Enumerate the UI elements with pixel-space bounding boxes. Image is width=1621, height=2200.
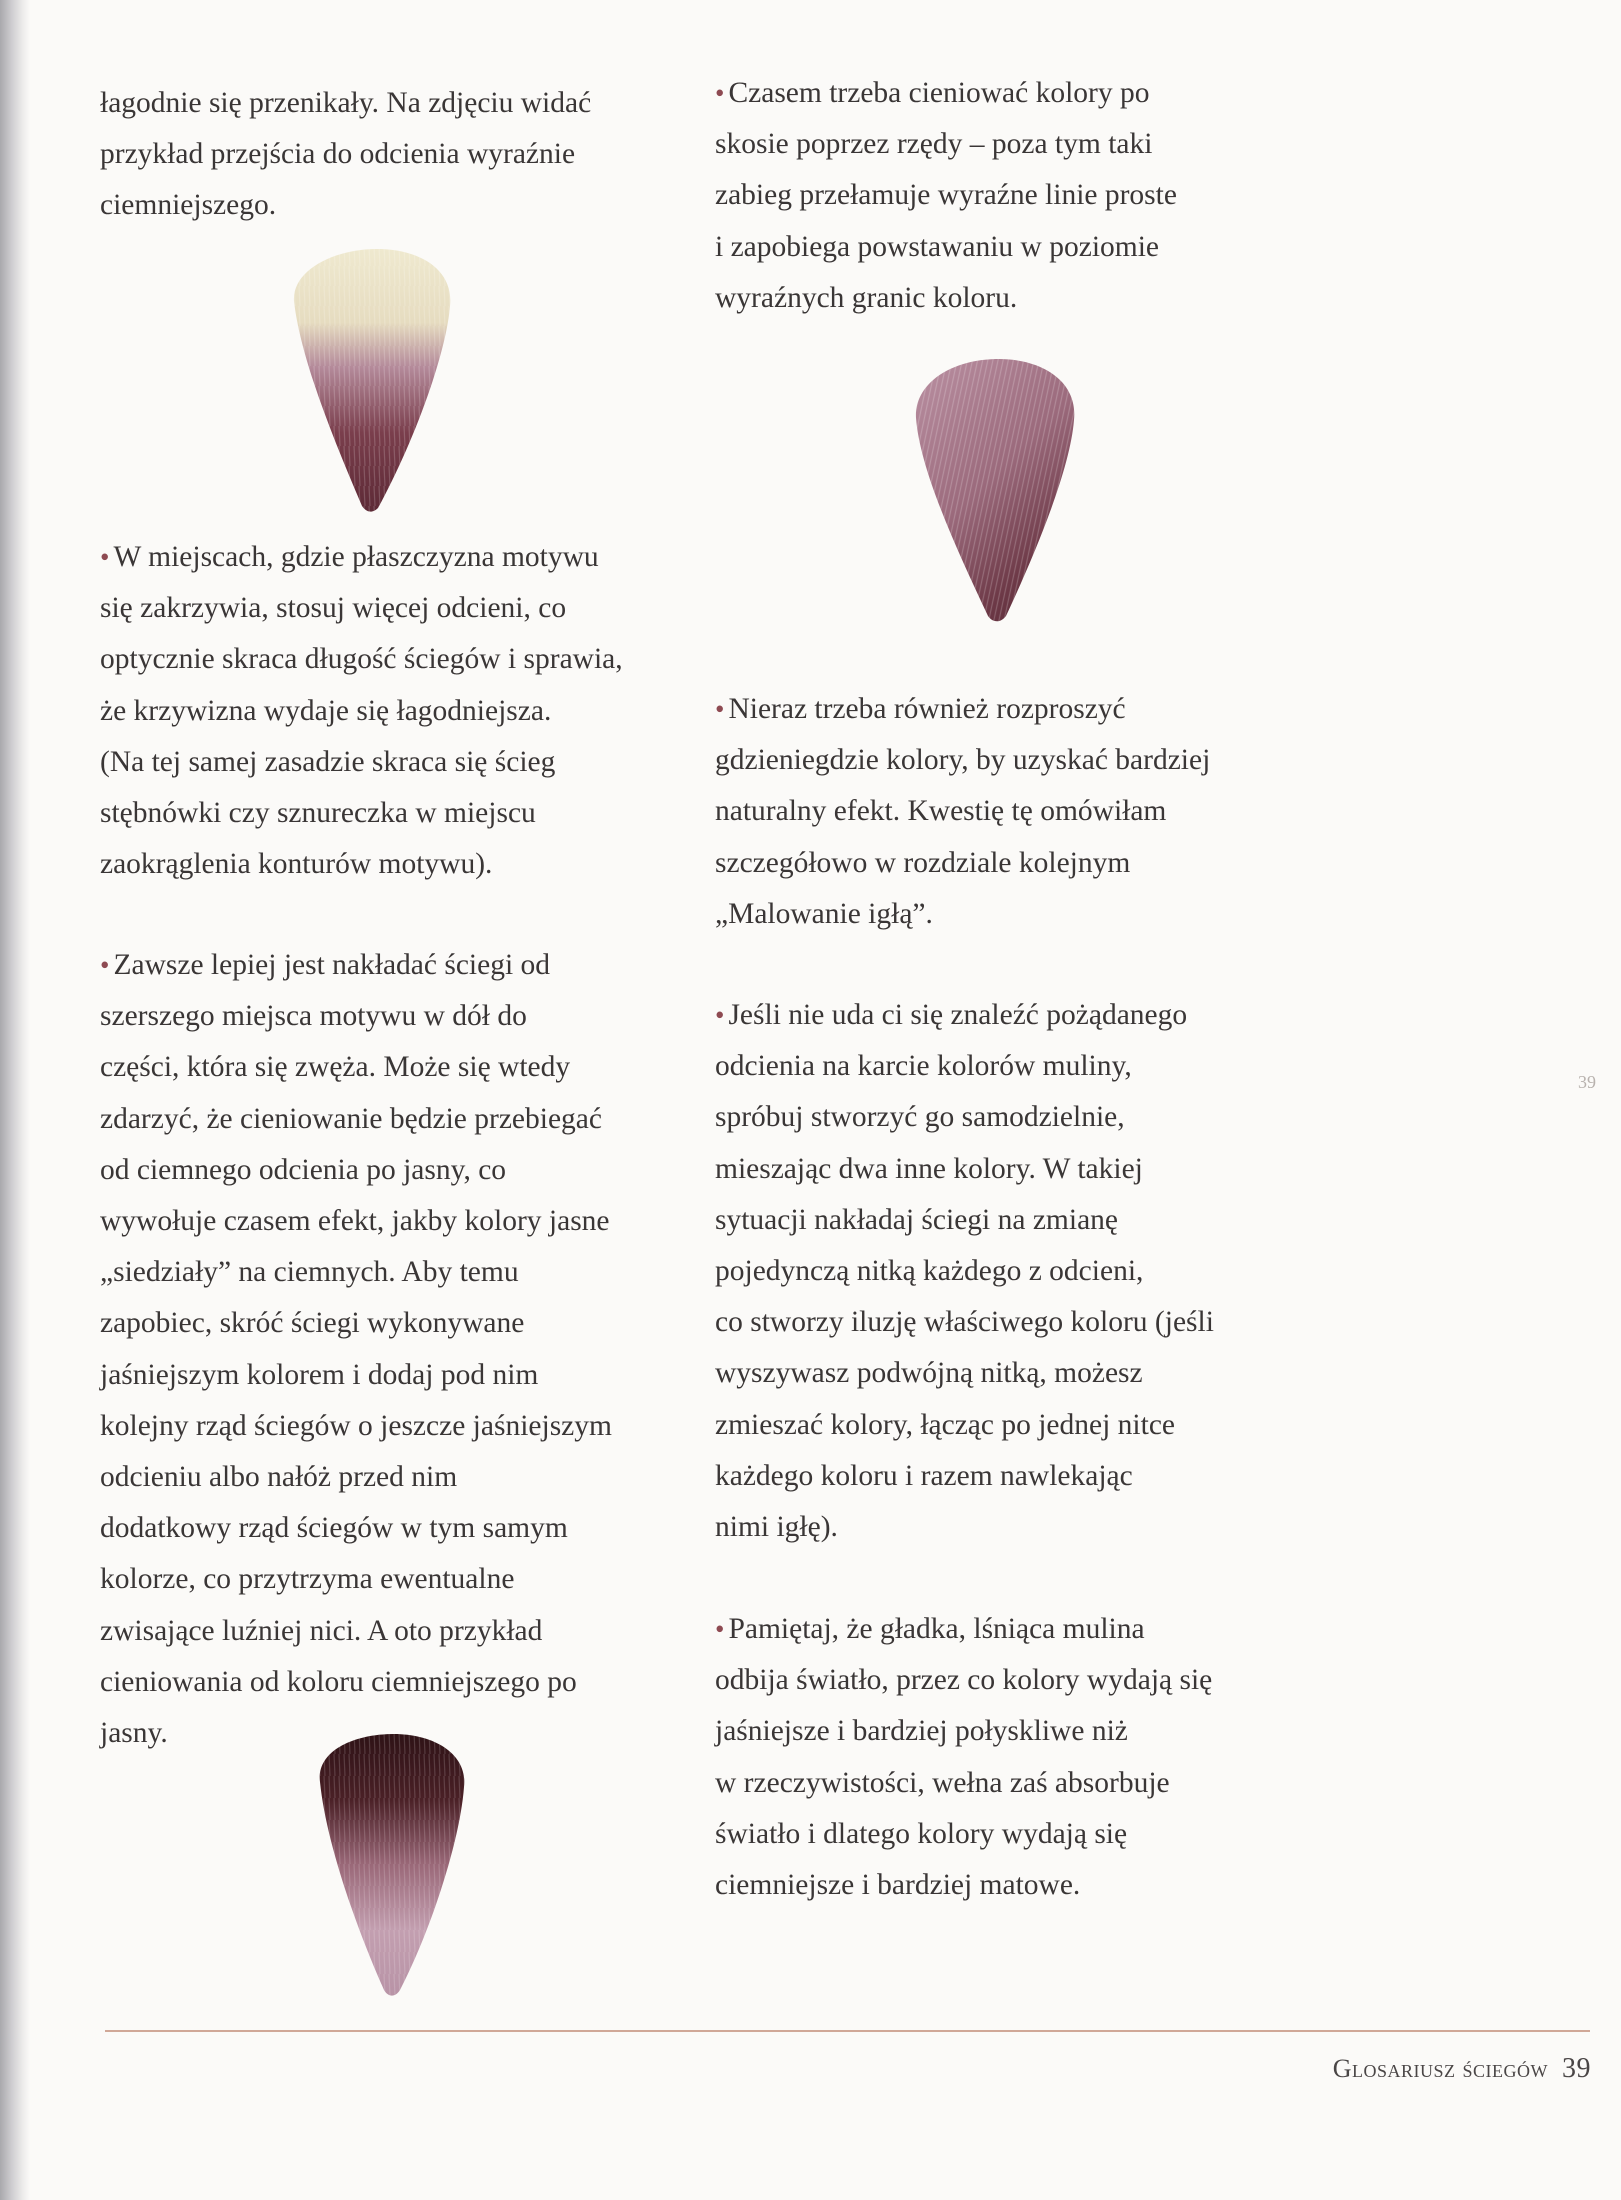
left-bullet-2 [100, 940, 700, 1759]
bullet-dot: • [100, 542, 110, 572]
bullet-text: Czasem trzeba cieniować kolory po skosie poprzez rzędy – poza tym taki zabieg przełamuje wyraźne linie proste i zapobiega powstawaniu w poziomie wyraźnych granic koloru. [715, 77, 1177, 314]
footer-section-title: Glosariusz ściegów [1332, 2054, 1548, 2083]
bullet-dot: • [100, 950, 110, 980]
bullet-text: Nieraz trzeba również rozproszyć gdzieniegdzie kolory, by uzyskać bardziej naturalny efekt. Kwestię tę omówiłam szczegółowo w rozdziale kolejnym „Malowanie igłą”. [715, 693, 1211, 930]
petal-diagonal-shading-image [910, 356, 1080, 624]
right-bullet-4 [715, 1604, 1315, 1911]
footer-rule [105, 2030, 1590, 2032]
left-bullet-1 [100, 532, 700, 890]
bullet-dot: • [715, 78, 725, 108]
bullet-dot: • [715, 1614, 725, 1644]
page-number: 39 [1562, 2053, 1591, 2084]
bullet-text: Jeśli nie uda ci się znaleźć pożądanego odcienia na karcie kolorów muliny, spróbuj stworzyć go samodzielnie, mieszając dwa inne kolory. W takiej sytuacji nakładaj ściegi na zmianę pojedynczą nitką każdego z odcieni, co stworzy iluzję właściwego koloru (jeśli wyszywasz podwójną nitką, możesz zmieszać kolory, łącząc po jednej nitce każdego koloru i razem nawlekając nimi igłę). [715, 999, 1214, 1544]
petal-light-to-dark-image [282, 246, 458, 512]
bullet-text: Zawsze lepiej jest nakładać ściegi od szerszego miejsca motywu w dół do części, która się zwęża. Może się wtedy zdarzyć, że cieniowanie będzie przebiegać od ciemnego odcienia po jasny, co wywołuje czasem efekt, jakby kolory jasne „siedziały” na ciemnych. Aby temu zapobiec, skróć ściegi wykonywane jaśniejszym kolorem i dodaj pod nim kolejny rząd ściegów o jeszcze jaśniejszym odcieniu albo nałóż przed nim dodatkowy rząd ściegów w tym samym kolorze, co przytrzyma ewentualne zwisające luźniej nici. A oto przykład cieniowania od koloru ciemniejszego po jasny. [100, 949, 612, 1750]
page-footer [1333, 2053, 1591, 2085]
right-bullet-2 [715, 684, 1315, 940]
bullet-text: Pamiętaj, że gładka, lśniąca mulina odbija światło, przez co kolory wydają się jaśniejsze i bardziej połyskliwe niż w rzeczywistości, wełna zaś absorbuje światło i dlatego kolory wydają się ciemniejsze i bardziej matowe. [715, 1613, 1213, 1902]
left-column [100, 78, 700, 232]
right-bullet-3 [715, 990, 1315, 1553]
right-bullet-1 [715, 68, 1315, 324]
page-gutter-shadow [0, 0, 30, 2200]
page-edge-mark: 39 [1578, 1072, 1596, 1092]
bullet-text: W miejscach, gdzie płaszczyzna motywu się zakrzywia, stosuj więcej odcieni, co optycznie skraca długość ściegów i sprawia, że krzywizna wydaje się łagodniejsza. (Na tej samej zasadzie skraca się ścieg stębnówki czy sznureczka w miejscu zaokrąglenia konturów motywu). [100, 541, 623, 881]
bullet-dot: • [715, 1000, 725, 1030]
petal-dark-to-light-image [312, 1732, 470, 1998]
bullet-dot: • [715, 694, 725, 724]
intro-paragraph: łagodnie się przenikały. Na zdjęciu widać przykład przejścia do odcienia wyraźnie ciemniejszego. [100, 87, 592, 222]
